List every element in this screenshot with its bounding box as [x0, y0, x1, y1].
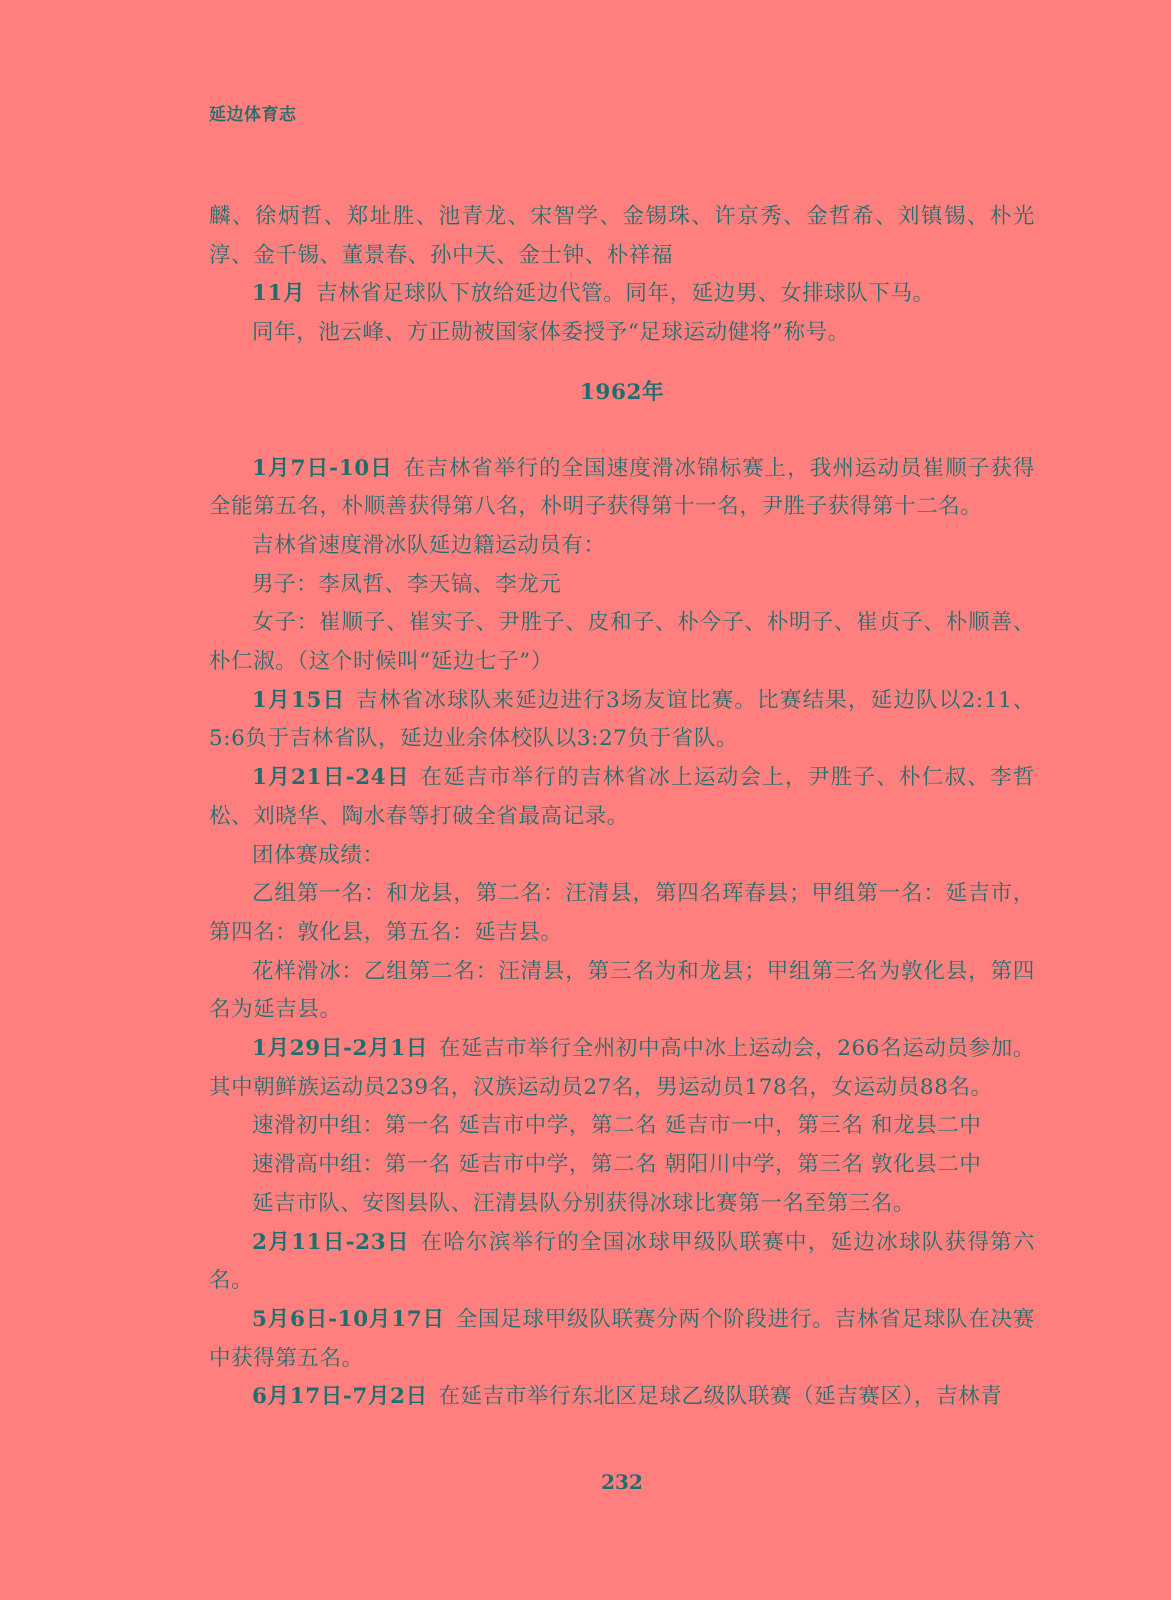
paragraph-text: 吉林省速度滑冰队延边籍运动员有：: [252, 532, 606, 558]
paragraph-entry: [209, 1378, 1035, 1417]
paragraph-text: 在延吉市举行的吉林省冰上运动会上，尹胜子、朴仁叔、李哲松、刘晓华、陶水春等打破全省最高记录。: [209, 765, 1035, 829]
paragraph-entry: [209, 875, 1035, 952]
paragraph-text: 在延吉市举行全州初中高中冰上运动会，266名运动员参加。其中朝鲜族运动员239名，汉族运动员27名，男运动员178名，女运动员88名。: [209, 1036, 1035, 1100]
entry-date: 6月17日-7月2日: [252, 1384, 428, 1410]
paragraph-entry: [209, 1185, 1035, 1224]
paragraph-entry: [209, 604, 1035, 681]
paragraph-entry: [209, 275, 1035, 314]
paragraph-text: 吉林省冰球队来延边进行3场友谊比赛。比赛结果，延边队以2:11、5:6负于吉林省队，延边业余体校队以3:27负于省队。: [209, 687, 1035, 752]
paragraph-text: 在哈尔滨举行的全国冰球甲级队联赛中，延边冰球队获得第六名。: [209, 1229, 1035, 1294]
entry-date: 1月21日-24日: [252, 765, 410, 791]
paragraph-entry: [209, 837, 1035, 876]
page-number: 232: [601, 1470, 643, 1494]
paragraph-text: 在延吉市举行东北区足球乙级队联赛（延吉赛区），吉林青: [438, 1384, 1003, 1410]
entry-date: 1月15日: [252, 687, 346, 713]
paragraph-continuation: [209, 198, 1035, 275]
paragraph-text: 男子：李凤哲、李天镐、李龙元: [252, 571, 562, 597]
paragraph-text: 速滑高中组：第一名 延吉市中学，第二名 朝阳川中学，第三名 敦化县二中: [252, 1152, 982, 1178]
entry-date: 1月29日-2月1日: [252, 1036, 429, 1062]
entry-date: 1月7日-10日: [252, 455, 393, 481]
paragraph-text: 全国足球甲级队联赛分两个阶段进行。吉林省足球队在决赛中获得第五名。: [209, 1306, 1035, 1371]
paragraph-entry: [209, 450, 1035, 527]
paragraph-entry: [209, 1301, 1035, 1378]
paragraph-text: 花样滑冰：乙组第二名：汪清县，第三名为和龙县；甲组第三名为敦化县，第四名为延吉县。: [209, 958, 1035, 1023]
paragraph-text: 麟、徐炳哲、郑址胜、池青龙、宋智学、金锡珠、许京秀、金哲希、刘镇锡、朴光淳、金千锡、董景春、孙中天、金士钟、朴祥福: [209, 204, 1035, 268]
paragraph-entry: [209, 953, 1035, 1030]
paragraph-entry: [209, 1107, 1035, 1146]
entry-date: 5月6日-10月17日: [252, 1306, 445, 1332]
page-body: [209, 198, 1035, 1417]
paragraph-entry: [209, 1030, 1035, 1107]
entry-date: 2月11日-23日: [252, 1229, 410, 1255]
paragraph-entry: [209, 1146, 1035, 1185]
paragraph-text: 吉林省足球队下放给延边代管。同年，延边男、女排球队下马。: [315, 281, 935, 307]
entry-date: 11月: [252, 281, 306, 307]
paragraph-entry: [209, 682, 1035, 759]
paragraph-text: 团体赛成绩：: [252, 842, 385, 868]
paragraph-entry: [209, 314, 1035, 353]
running-header: 延边体育志: [209, 105, 297, 125]
paragraph-text: 在吉林省举行的全国速度滑冰锦标赛上，我州运动员崔顺子获得全能第五名，朴顺善获得第八名，朴明子获得第十一名，尹胜子获得第十二名。: [209, 455, 1035, 520]
paragraph-text: 速滑初中组：第一名 延吉市中学，第二名 延吉市一中，第三名 和龙县二中: [252, 1113, 982, 1139]
paragraph-entry: [209, 1224, 1035, 1301]
paragraph-text: 女子：崔顺子、崔实子、尹胜子、皮和子、朴今子、朴明子、崔贞子、朴顺善、朴仁淑。（这个时候叫“延边七子”）: [209, 610, 1035, 675]
paragraph-text: 乙组第一名：和龙县，第二名：汪清县，第四名珲春县；甲组第一名：延吉市，第四名：敦化县，第五名：延吉县。: [209, 881, 1035, 945]
paragraph-entry: [209, 759, 1035, 836]
paragraph-entry: [209, 527, 1035, 566]
paragraph-text: 同年，池云峰、方正勋被国家体委授予“足球运动健将”称号。: [252, 320, 850, 346]
year-heading: 1962年: [579, 379, 665, 405]
paragraph-entry: [209, 566, 1035, 605]
paragraph-text: 延吉市队、安图县队、汪清县队分别获得冰球比赛第一名至第三名。: [252, 1190, 916, 1216]
